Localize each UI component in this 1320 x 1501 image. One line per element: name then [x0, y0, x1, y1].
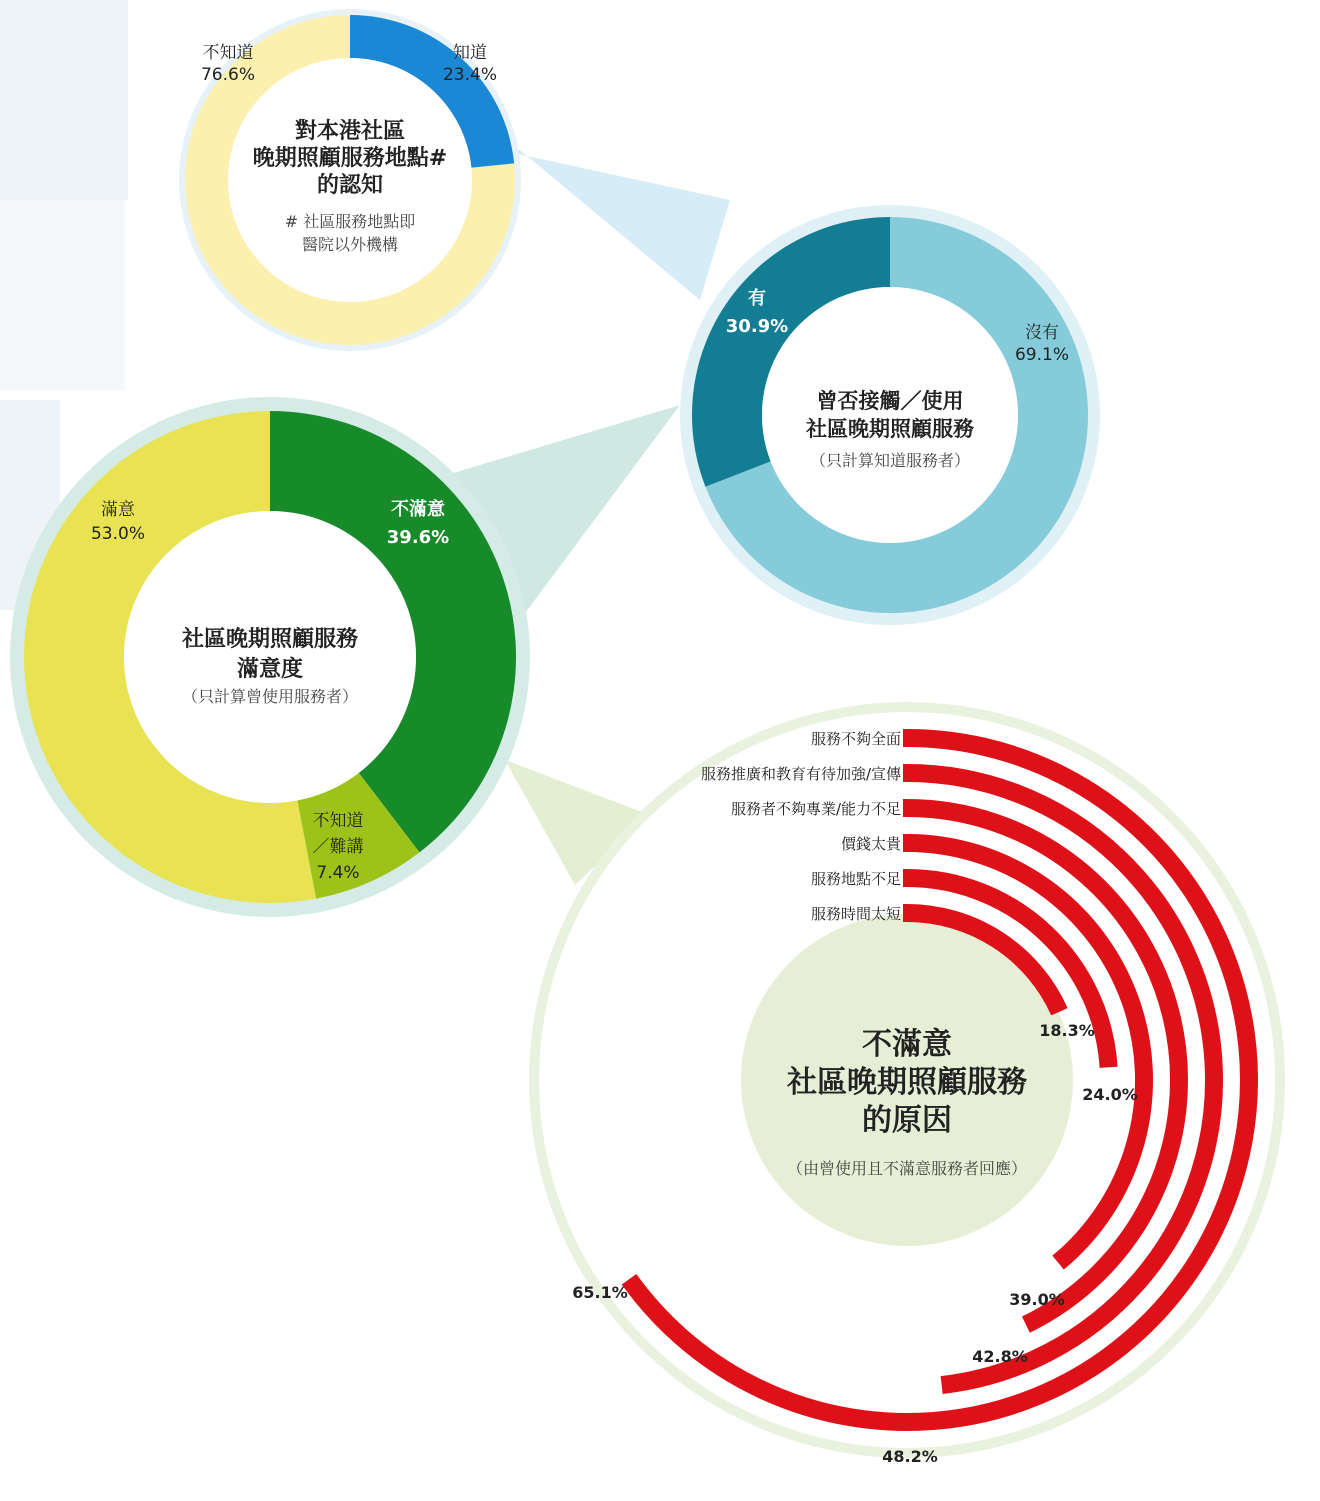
slice-value-2: 53.0% — [90, 524, 146, 544]
donut-title-1: 社區晚期照顧服務 — [806, 417, 974, 441]
donut-note-1: 醫院以外機構 — [301, 235, 399, 254]
donut-title-1: 晚期照顧服務地點# — [252, 146, 448, 171]
reason-value-5: 18.3% — [1039, 1021, 1095, 1040]
slice-label-1-1: ／難講 — [312, 837, 364, 857]
donut-title-0: 社區晚期照顧服務 — [181, 627, 359, 652]
reason-value-0: 65.1% — [572, 1283, 628, 1302]
donut-usage — [680, 205, 1100, 625]
slice-value-1: 30.9% — [725, 316, 789, 337]
reasons-title-0: 不滿意 — [862, 1027, 952, 1062]
reason-category-5: 服務時間太短 — [810, 905, 901, 923]
reason-category-3: 價錢太貴 — [840, 835, 901, 853]
slice-label-1-0: 不知道 — [312, 811, 364, 831]
donut-hole — [762, 287, 1018, 543]
slice-label-0-0: 知道 — [453, 43, 487, 63]
slice-label-1-0: 不知道 — [202, 43, 254, 63]
reasons-note-0: （由曾使用且不滿意服務者回應） — [786, 1159, 1028, 1178]
slice-value-1: 76.6% — [200, 65, 256, 85]
slice-value-1: 7.4% — [316, 863, 360, 883]
donut-awareness — [179, 9, 521, 351]
slice-label-2-0: 滿意 — [101, 500, 135, 520]
reason-value-1: 48.2% — [882, 1447, 938, 1466]
reason-category-2: 服務者不夠專業/能力不足 — [730, 800, 901, 818]
donut-title-0: 曾否接觸／使用 — [816, 389, 964, 413]
donut-note-0: # 社區服務地點即 — [284, 212, 416, 231]
donut-title-2: 的認知 — [316, 173, 384, 198]
reason-value-3: 39.0% — [1009, 1290, 1065, 1309]
donut-note-0: （只計算曾使用服務者） — [181, 687, 359, 706]
slice-value-0: 23.4% — [442, 65, 498, 85]
reason-category-4: 服務地點不足 — [810, 870, 901, 888]
donut-title-1: 滿意度 — [236, 657, 304, 682]
radial-bar-reasons — [529, 702, 1285, 1466]
slice-label-0-0: 不滿意 — [391, 499, 445, 520]
donut-title-0: 對本港社區 — [294, 119, 406, 144]
donut-satisfaction — [10, 397, 530, 917]
slice-label-0-0: 沒有 — [1025, 323, 1059, 343]
reasons-title-2: 的原因 — [862, 1103, 952, 1138]
slice-label-1-0: 有 — [748, 288, 766, 309]
reason-value-4: 24.0% — [1082, 1085, 1138, 1104]
connector-awareness-to-usage — [500, 150, 730, 300]
reason-category-1: 服務推廣和教育有待加強/宣傳 — [700, 765, 901, 783]
reason-category-0: 服務不夠全面 — [810, 730, 901, 748]
slice-value-0: 69.1% — [1014, 345, 1070, 365]
reasons-title-1: 社區晚期照顧服務 — [787, 1065, 1027, 1100]
slice-value-0: 39.6% — [386, 527, 450, 548]
reason-value-2: 42.8% — [972, 1347, 1028, 1366]
donut-note-0: （只計算知道服務者） — [809, 451, 971, 470]
